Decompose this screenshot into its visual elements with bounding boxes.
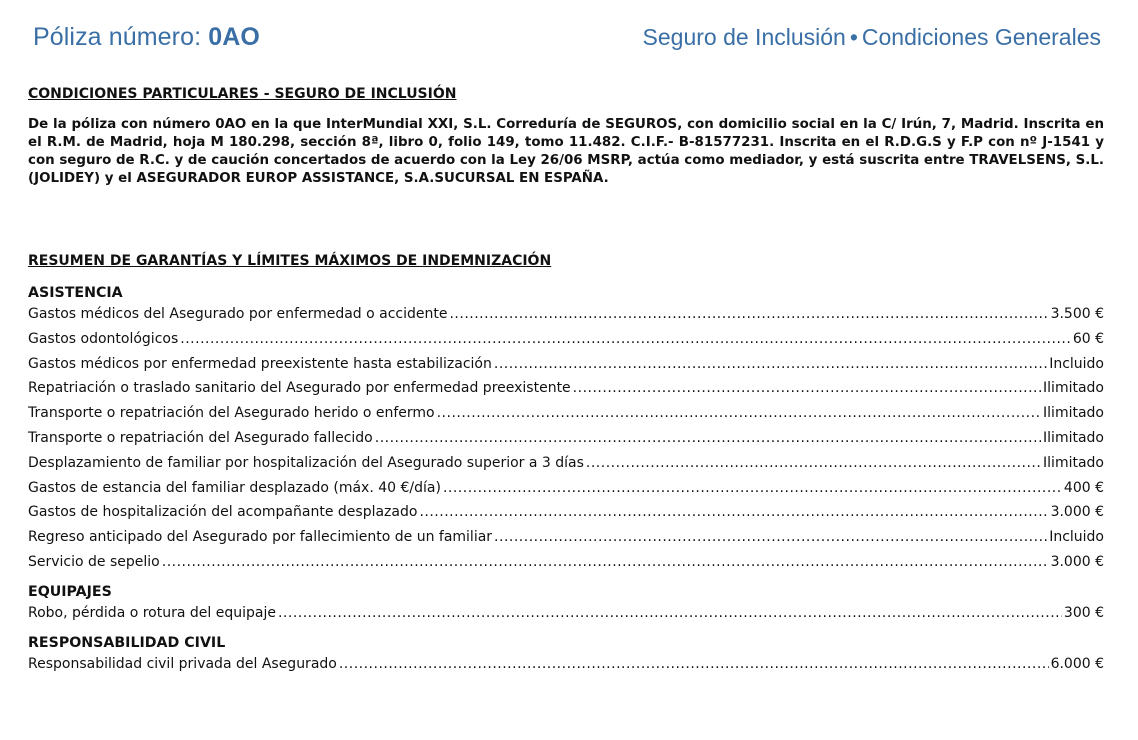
coverage-row <box>28 327 1104 352</box>
coverage-limit: Incluido <box>1049 355 1104 372</box>
page-header <box>33 20 1101 54</box>
coverage-label: Robo, pérdida o rotura del equipaje <box>28 604 276 621</box>
coverage-label: Transporte o repatriación del Asegurado fallecido <box>28 429 373 446</box>
document-body <box>28 85 1104 676</box>
policy-label: Póliza número: <box>33 22 202 51</box>
coverage-limit: 6.000 € <box>1050 655 1104 672</box>
dot-leader <box>375 426 1041 451</box>
coverage-limit: 3.500 € <box>1050 306 1104 322</box>
dot-leader <box>339 652 1049 677</box>
coverage-group-assistance <box>28 284 1104 575</box>
coverage-limit: 300 € <box>1063 604 1104 621</box>
coverage-row <box>28 601 1104 626</box>
coverage-row <box>28 302 1104 327</box>
coverage-label: Transporte o repatriación del Asegurado herido o enfermo <box>28 405 435 422</box>
dot-leader <box>278 601 1062 626</box>
dot-leader <box>443 476 1062 501</box>
coverage-label: Gastos de estancia del familiar desplazado (máx. 40 €/día) <box>28 479 441 496</box>
document-type: Condiciones Generales <box>861 23 1101 50</box>
product-name: Seguro de Inclusión <box>642 23 846 50</box>
dot-leader <box>449 302 1048 327</box>
dot-leader <box>586 451 1041 476</box>
coverage-limit: 400 € <box>1063 479 1104 496</box>
bullet-separator: • <box>849 23 858 50</box>
coverage-row <box>28 426 1104 451</box>
coverage-row <box>28 525 1104 550</box>
coverage-limit: Ilimitado <box>1043 405 1104 422</box>
coverage-label: Gastos médicos del Asegurado por enfermedad o accidente <box>28 306 448 322</box>
coverage-label: Regreso anticipado del Asegurado por fallecimiento de un familiar <box>28 529 493 546</box>
coverage-label: Desplazamiento de familiar por hospitalización del Asegurado superior a 3 días <box>28 454 584 471</box>
coverage-label: Gastos médicos por enfermedad preexistente hasta estabilización <box>28 355 492 372</box>
coverage-limit: Ilimitado <box>1043 380 1104 397</box>
dot-leader <box>180 327 1071 352</box>
coverage-row <box>28 500 1104 525</box>
coverage-label: Responsabilidad civil privada del Asegurado <box>28 655 337 672</box>
dot-leader <box>437 401 1041 426</box>
coverage-row <box>28 476 1104 501</box>
coverage-group-luggage <box>28 583 1104 626</box>
coverage-row <box>28 376 1104 401</box>
coverage-limit: 60 € <box>1072 330 1104 347</box>
group-title: ASISTENCIA <box>28 285 123 301</box>
dot-leader <box>573 376 1041 401</box>
particular-conditions-title: CONDICIONES PARTICULARES - SEGURO DE INCLUSIÓN <box>28 86 457 102</box>
coverage-row <box>28 550 1104 575</box>
coverage-group-liability <box>28 634 1104 677</box>
coverage-label: Gastos odontológicos <box>28 330 179 347</box>
dot-leader <box>162 550 1049 575</box>
coverage-row <box>28 352 1104 377</box>
coverage-label: Gastos de hospitalización del acompañante desplazado <box>28 504 418 521</box>
dot-leader <box>419 500 1048 525</box>
coverage-limit: 3.000 € <box>1050 504 1104 521</box>
dot-leader <box>494 352 1047 377</box>
summary-title: RESUMEN DE GARANTÍAS Y LÍMITES MÁXIMOS DE INDEMNIZACIÓN <box>28 253 552 269</box>
document-heading <box>643 24 1101 51</box>
coverage-limit: 3.000 € <box>1050 553 1104 570</box>
coverage-limit: Incluido <box>1049 529 1104 546</box>
coverage-limit: Ilimitado <box>1043 454 1104 471</box>
particular-conditions-text: De la póliza con número 0AO en la que InterMundial XXI, S.L. Correduría de SEGUROS, con domicilio social en la C/ Irún, 7, Madrid. Inscrita en el R.M. de Madrid, hoja M 180.298, sección 8ª, libro 0, folio 149, tomo 11.482. C.I.F.- B-81577231. Inscrita en el R.D.G.S y F.P con nº J-1541 y con seguro de R.C. y de caución concertados de acuerdo con la Ley 26/06 MSRP, actúa como mediador, y está suscrita entre TRAVELSENS, S.L. (JOLIDEY) y el ASEGURADOR EUROP ASSISTANCE, S.A.SUCURSAL EN ESPAÑA. <box>28 117 1104 186</box>
dot-leader <box>494 525 1047 550</box>
coverage-row <box>28 451 1104 476</box>
group-title: RESPONSABILIDAD CIVIL <box>28 634 226 651</box>
coverage-row <box>28 652 1104 677</box>
group-title: EQUIPAJES <box>28 583 112 600</box>
coverage-label: Repatriación o traslado sanitario del Asegurado por enfermedad preexistente <box>28 380 571 397</box>
policy-heading <box>33 23 260 52</box>
policy-number: 0AO <box>208 22 260 51</box>
coverage-label: Servicio de sepelio <box>28 553 160 570</box>
coverage-limit: Ilimitado <box>1043 429 1104 446</box>
coverage-row <box>28 401 1104 426</box>
